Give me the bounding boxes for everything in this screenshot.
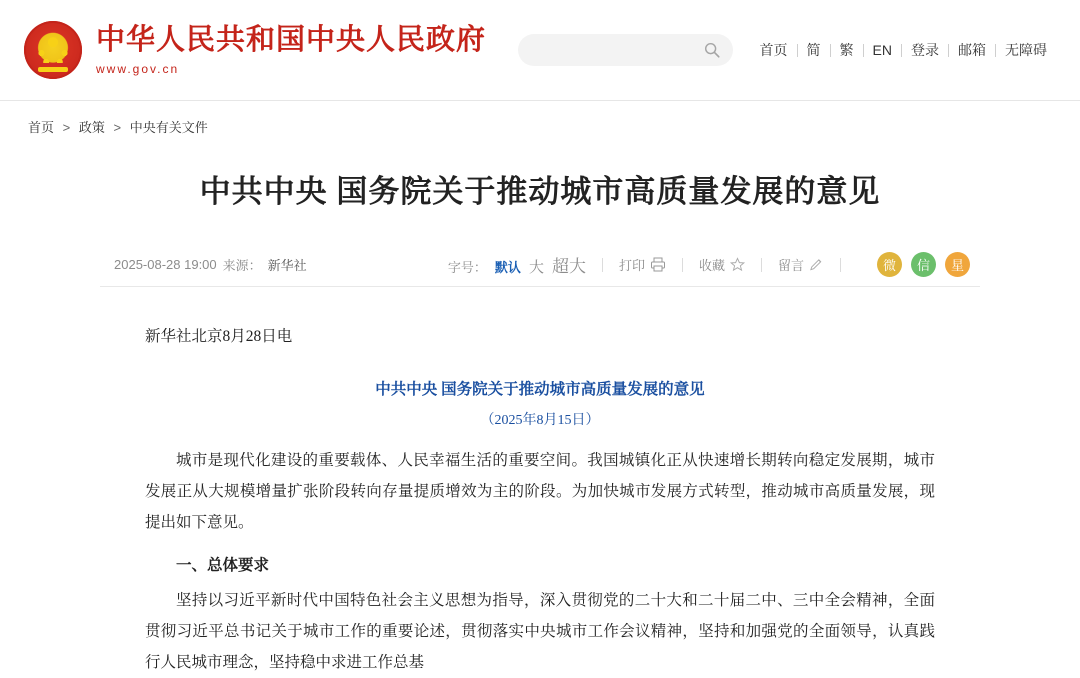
article-meta-bar xyxy=(100,243,980,287)
share-wechat-button[interactable]: 信 xyxy=(911,252,936,277)
site-brand[interactable] xyxy=(24,21,486,79)
dateline: 新华社北京8月28日电 xyxy=(145,328,293,346)
favorite-label: 收藏 xyxy=(698,258,725,274)
breadcrumb-separator: > xyxy=(113,120,122,135)
share-favorite-button[interactable]: 星 xyxy=(945,252,970,277)
nav-item-login[interactable]: 登录 xyxy=(911,42,939,58)
site-header xyxy=(0,0,1080,100)
document-inner-title: 中共中央 国务院关于推动城市高质量发展的意见 xyxy=(375,381,705,399)
nav-item-accessibility[interactable]: 无障碍 xyxy=(1005,42,1047,58)
favorite-button[interactable] xyxy=(699,255,745,274)
source-value: 新华社 xyxy=(267,258,307,274)
print-label: 打印 xyxy=(618,258,645,274)
breadcrumb-item-home[interactable]: 首页 xyxy=(28,120,55,135)
source-label: 来源： xyxy=(222,258,262,274)
breadcrumb-item-policy[interactable]: 政策 xyxy=(78,120,105,135)
meta-divider xyxy=(761,258,762,272)
search-input[interactable] xyxy=(530,42,699,59)
nav-item-english[interactable]: EN xyxy=(872,42,892,58)
nav-item-simplified[interactable]: 简 xyxy=(806,42,821,58)
fontsize-xlarge-button[interactable]: 超大 xyxy=(551,257,586,277)
pencil-icon xyxy=(809,257,824,272)
comment-label: 留言 xyxy=(777,258,804,274)
document-inner-date: （2025年8月15日） xyxy=(480,413,600,429)
search-icon[interactable] xyxy=(703,41,721,59)
header-right xyxy=(518,34,1056,66)
search-box[interactable] xyxy=(518,34,733,66)
share-weibo-button[interactable]: 微 xyxy=(877,252,902,277)
site-url: www.gov.cn xyxy=(96,61,180,76)
meta-left xyxy=(114,255,307,274)
section-heading: 一、总体要求 xyxy=(176,557,270,575)
star-icon xyxy=(730,257,745,272)
national-emblem-icon xyxy=(24,21,82,79)
breadcrumb xyxy=(0,101,1080,136)
article-body xyxy=(100,321,980,678)
meta-divider xyxy=(682,258,683,272)
nav-item-mail[interactable]: 邮箱 xyxy=(958,42,986,58)
printer-icon xyxy=(650,257,666,272)
comment-button[interactable] xyxy=(778,255,824,274)
paragraph: 城市是现代化建设的重要载体、人民幸福生活的重要空间。我国城镇化正从快速增长期转向稳定发展期，城市发展正从大规模增量扩张阶段转向存量提质增效为主的阶段。为加快城市发展方式转型，推动城市高质量发展，现提出如下意见。 xyxy=(145,452,935,532)
nav-item-home[interactable]: 首页 xyxy=(759,42,788,58)
share-buttons xyxy=(877,252,970,277)
paragraph: 坚持以习近平新时代中国特色社会主义思想为指导，深入贯彻党的二十大和二十届二中、三中全会精神，全面贯彻习近平总书记关于城市工作的重要论述，贯彻落实中央城市工作会议精神，坚持和加强党的全面领导，认真践行人民城市理念，坚持稳中求进工作总基 xyxy=(145,592,935,672)
publish-datetime: 2025-08-28 19:00 xyxy=(114,257,217,273)
fontsize-group xyxy=(448,252,586,277)
meta-tools xyxy=(448,252,857,277)
nav-item-traditional[interactable]: 繁 xyxy=(839,42,854,58)
meta-divider xyxy=(602,258,603,272)
article xyxy=(100,136,980,678)
fontsize-large-button[interactable]: 大 xyxy=(528,259,544,277)
fontsize-label: 字号： xyxy=(447,260,487,276)
meta-divider xyxy=(840,258,841,272)
fontsize-default-button[interactable]: 默认 xyxy=(494,260,521,276)
brand-text xyxy=(96,24,486,75)
print-button[interactable] xyxy=(619,255,666,274)
breadcrumb-item-central-documents[interactable]: 中央有关文件 xyxy=(129,120,208,135)
breadcrumb-separator: > xyxy=(62,120,71,135)
page-title: 中共中央 国务院关于推动城市高质量发展的意见 xyxy=(199,174,881,209)
site-title: 中华人民共和国中央人民政府 xyxy=(96,24,487,57)
header-nav xyxy=(751,40,1056,60)
